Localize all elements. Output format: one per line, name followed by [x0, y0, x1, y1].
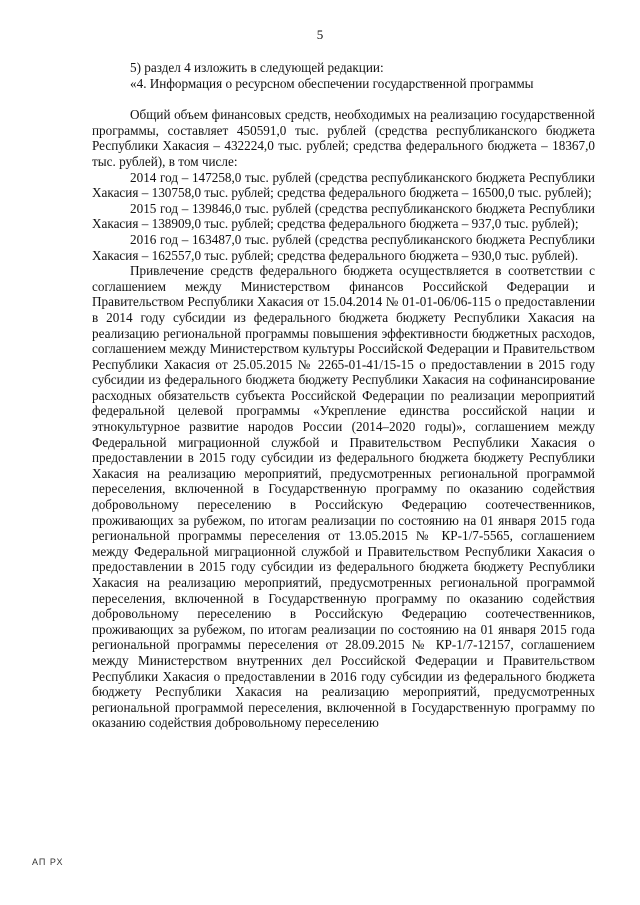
- paragraph-federal-funds: Привлечение средств федерального бюджета осуществляется в соответствии с соглашением между Министерством финансов Российской Федерации и Правительством Республики Хакасия от 15.04.2014 № 01-01-06/06-115 о предоставлении в 2014 году субсидии из федерального бюджета бюджету Республики Хакасия на реализацию региональной программы повышения эффективности бюджетных расходов, соглашением между Министерством культуры Российской Федерации и Правительством Республики Хакасия от 25.05.2015 № 2265-01-41/15-15 о предоставлении в 2015 году субсидии из федерального бюджета бюджету Республики Хакасия на софинансирование расходных обязательств субъекта Российской Федерации по реализации мероприятий федеральной целевой программы «Укрепление единства российской нации и этнокультурное развитие народов России (2014–2020 годы)», соглашением между Федеральной миграционной службой и Правительством Республики Хакасия о предоставлении в 2015 году субсидии из федерального бюджета бюджету Республики Хакасия на реализацию мероприятий, предусмотренных региональной программой переселения, включенной в Государственную программу по оказанию содействия добровольному переселению в Российскую Федерацию соотечественников, проживающих за рубежом, по итогам реализации по состоянию на 01 января 2015 года региональной программы переселения от 13.05.2015 № КР-1/7-5565, соглашением между Федеральной миграционной службой и Правительством Республики Хакасия о предоставлении в 2015 году субсидии из федерального бюджета бюджету Республики Хакасия на реализацию мероприятий, предусмотренных региональной программой переселения, включенной в Государственную программу по оказанию содействия добровольному переселению в Российскую Федерацию соотечественников, проживающих за рубежом, по итогам реализации по состоянию на 01 января 2015 года региональной программы переселения от 28.09.2015 № КР-1/7-12157, соглашением между Министерством внутренних дел Российской Федерации и Правительством Республики Хакасия о предоставлении в 2016 году субсидии из федерального бюджета бюджету Республики Хакасия на реализацию мероприятий, предусмотренных региональной программой переселения, включенной в Государственную программу по оказанию содействия добровольному переселению: [92, 263, 595, 731]
- section-heading: «4. Информация о ресурсном обеспечении государственной программы: [130, 75, 534, 91]
- page-number: 5: [316, 27, 324, 42]
- footer-mark: АП РХ: [32, 857, 64, 867]
- document-body: [92, 60, 595, 731]
- paragraph-total-funding: Общий объем финансовых средств, необходимых на реализацию государственной программы, составляет 450591,0 тыс. рублей (средства республиканского бюджета Республики Хакасия – 432224,0 тыс. рублей; средства федерального бюджета – 18367,0 тыс. рублей), в том числе:: [92, 107, 595, 169]
- amendment-instruction: 5) раздел 4 изложить в следующей редакции:: [130, 60, 384, 75]
- paragraph-year-2016: 2016 год – 163487,0 тыс. рублей (средства республиканского бюджета Республики Хакасия – 162557,0 тыс. рублей; средства федерального бюджета – 930,0 тыс. рублей).: [92, 231, 595, 263]
- paragraph-year-2014: 2014 год – 147258,0 тыс. рублей (средства республиканского бюджета Республики Хакасия – 130758,0 тыс. рублей; средства федерального бюджета – 16500,0 тыс. рублей);: [92, 169, 595, 201]
- paragraph-year-2015: 2015 год – 139846,0 тыс. рублей (средства республиканского бюджета Республики Хакасия – 138909,0 тыс. рублей; средства федерального бюджета – 937,0 тыс. рублей);: [92, 200, 595, 232]
